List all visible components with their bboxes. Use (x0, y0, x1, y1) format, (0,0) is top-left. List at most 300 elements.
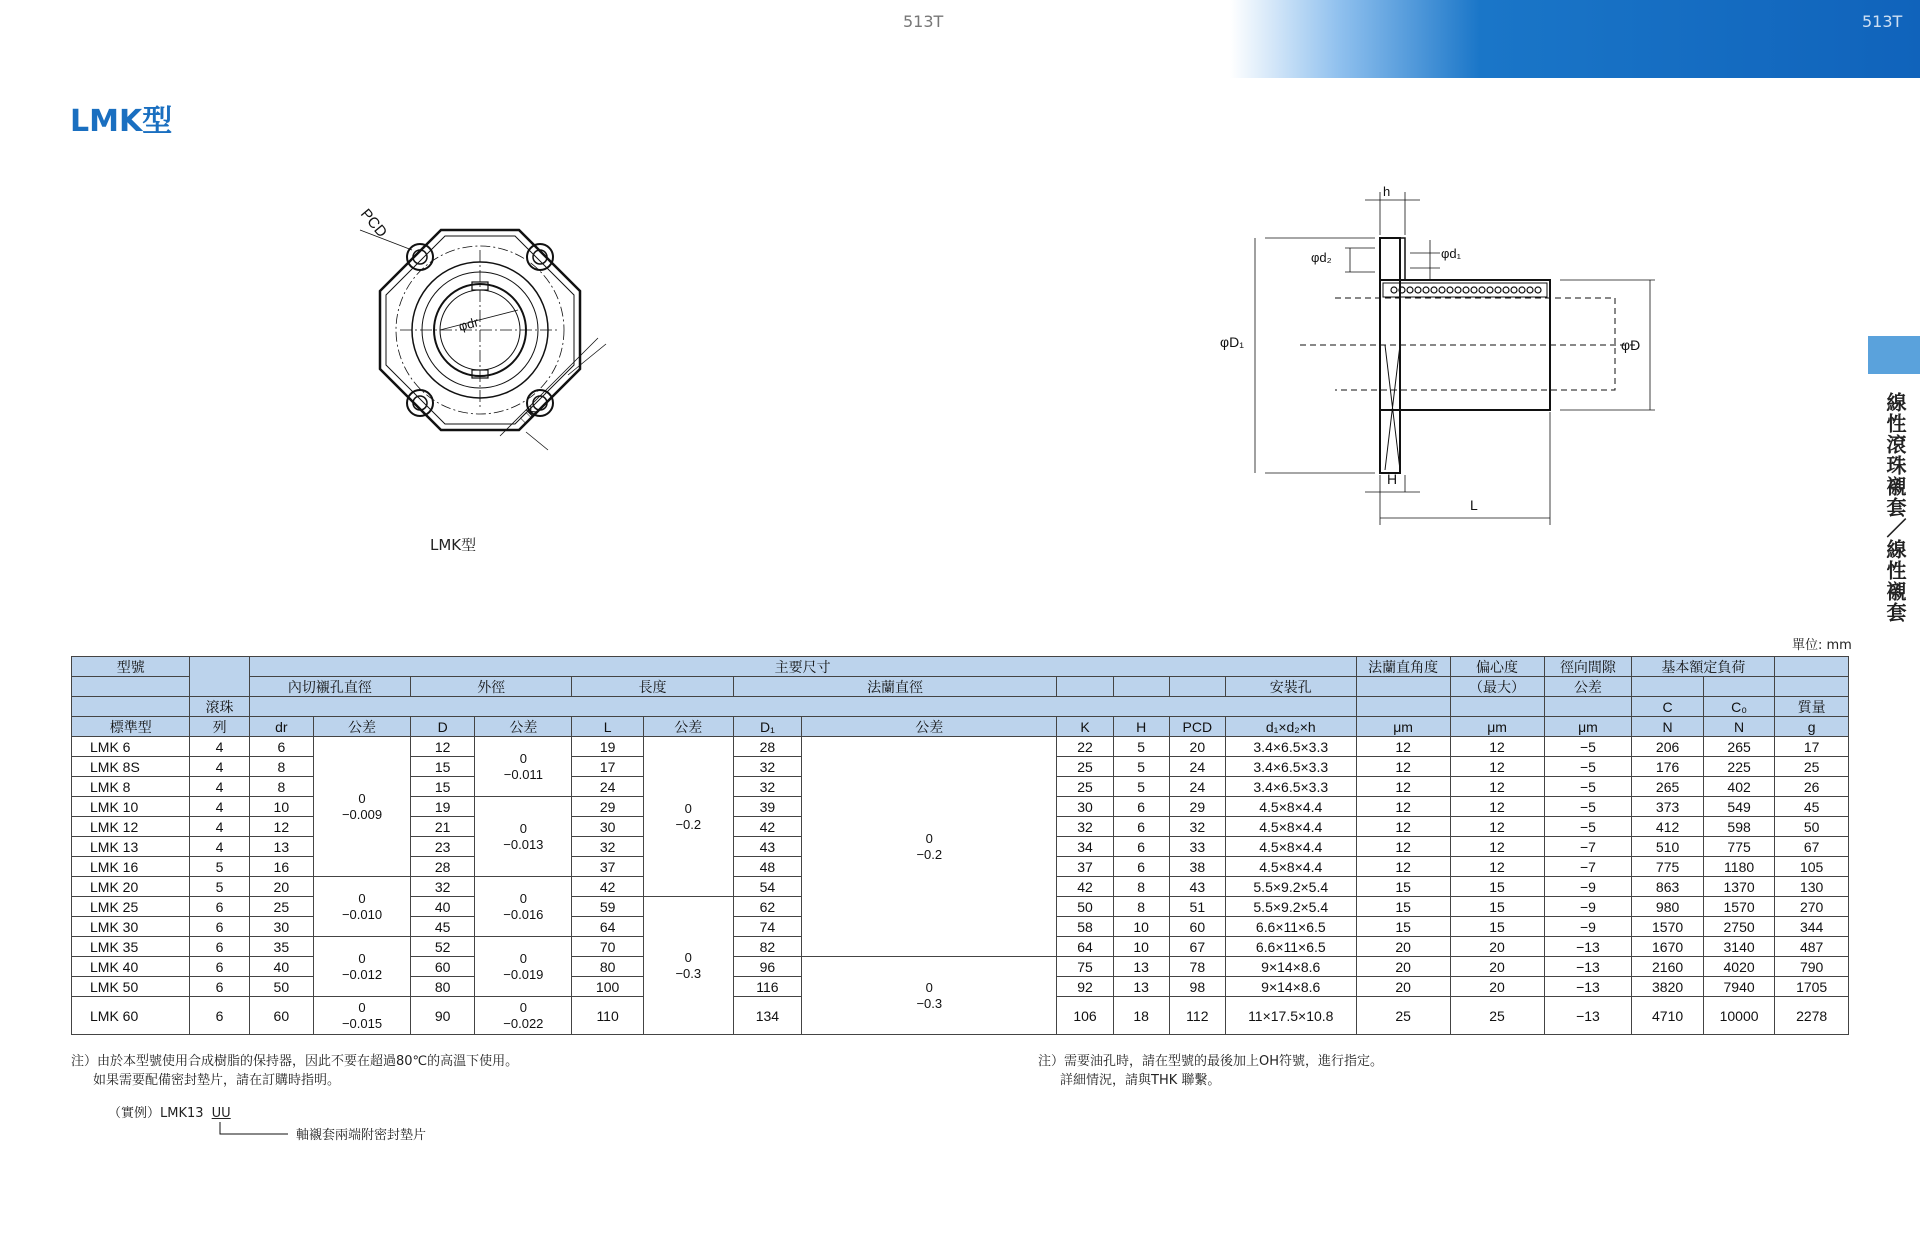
cell-dr: 50 (249, 977, 313, 997)
cell-mass: 130 (1775, 877, 1849, 897)
cell-D: 52 (411, 937, 475, 957)
cell-clear: −13 (1544, 997, 1632, 1035)
cell-clear: −5 (1544, 817, 1632, 837)
cell-perp: 20 (1356, 937, 1450, 957)
col-blank-14 (1450, 697, 1544, 717)
pcd-label: PCD (356, 205, 391, 241)
cell-C0: 7940 (1703, 977, 1774, 997)
cell-D1: 74 (733, 917, 801, 937)
cell-ecc: 12 (1450, 777, 1544, 797)
col-C: C (1632, 697, 1703, 717)
cell-L: 24 (572, 777, 643, 797)
cell-dr: 6 (249, 737, 313, 757)
example-suffix: UU (211, 1106, 231, 1121)
cell-dr: 12 (249, 817, 313, 837)
cell-balls: 6 (190, 917, 249, 937)
cell-dr: 25 (249, 897, 313, 917)
cell-PCD: 43 (1169, 877, 1225, 897)
cell-D: 23 (411, 837, 475, 857)
tol-value: 0 (358, 890, 366, 906)
cell-K: 42 (1057, 877, 1113, 897)
cell-ecc: 12 (1450, 837, 1544, 857)
cell-model: LMK 30 (72, 917, 190, 937)
tol-D-d (475, 937, 572, 997)
col-clear-unit: μm (1544, 717, 1632, 737)
L-label: L (1470, 497, 1478, 513)
cell-clear: −5 (1544, 797, 1632, 817)
cell-L: 64 (572, 917, 643, 937)
cell-C: 4710 (1632, 997, 1703, 1035)
cell-H: 6 (1113, 797, 1169, 817)
page-number-left: 513T (903, 12, 944, 31)
cell-C0: 775 (1703, 837, 1774, 857)
cell-C: 980 (1632, 897, 1703, 917)
k-label: □K (516, 402, 541, 427)
cell-D1: 32 (733, 777, 801, 797)
cell-K: 32 (1057, 817, 1113, 837)
cell-dr: 30 (249, 917, 313, 937)
cell-dr: 35 (249, 937, 313, 957)
cell-perp: 20 (1356, 977, 1450, 997)
cell-D1: 28 (733, 737, 801, 757)
cell-D1: 96 (733, 957, 801, 977)
cell-clear: −9 (1544, 877, 1632, 897)
cell-perp: 15 (1356, 917, 1450, 937)
tol-value: −0.3 (916, 995, 943, 1011)
cell-D1: 32 (733, 757, 801, 777)
col-blank-10 (1775, 677, 1849, 697)
dr-label: φdr (456, 314, 481, 334)
cell-H: 5 (1113, 757, 1169, 777)
cell-model: LMK 10 (72, 797, 190, 817)
col-blank-12 (249, 697, 1356, 717)
cell-hole: 4.5×8×4.4 (1225, 817, 1356, 837)
tol-dr-a (314, 737, 411, 877)
cell-D: 12 (411, 737, 475, 757)
tol-D-b (475, 797, 572, 877)
cell-balls: 5 (190, 877, 249, 897)
cell-L: 100 (572, 977, 643, 997)
cell-mass: 17 (1775, 737, 1849, 757)
cell-C: 265 (1632, 777, 1703, 797)
cell-perp: 12 (1356, 737, 1450, 757)
cell-K: 22 (1057, 737, 1113, 757)
col-blank-5 (1113, 677, 1169, 697)
cell-perp: 25 (1356, 997, 1450, 1035)
cell-balls: 6 (190, 957, 249, 977)
col-main: 主要尺寸 (249, 657, 1356, 677)
col-blank-15 (1544, 697, 1632, 717)
cell-dr: 40 (249, 957, 313, 977)
cell-balls: 4 (190, 797, 249, 817)
cell-hole: 9×14×8.6 (1225, 957, 1356, 977)
cell-C: 3820 (1632, 977, 1703, 997)
col-D1-tol: 公差 (802, 717, 1057, 737)
page-number-right: 513T (1862, 12, 1903, 31)
col-perp-unit: μm (1356, 717, 1450, 737)
cell-perp: 20 (1356, 957, 1450, 977)
col-length: 長度 (572, 677, 733, 697)
col-blank-9 (1703, 677, 1774, 697)
cell-L: 17 (572, 757, 643, 777)
cell-mass: 344 (1775, 917, 1849, 937)
cell-PCD: 29 (1169, 797, 1225, 817)
cell-model: LMK 50 (72, 977, 190, 997)
cell-D: 15 (411, 777, 475, 797)
example-desc: 軸襯套兩端附密封墊片 (296, 1128, 427, 1143)
cell-ecc: 15 (1450, 917, 1544, 937)
cell-balls: 6 (190, 897, 249, 917)
tol-value: −0.2 (916, 846, 943, 862)
note-left (71, 1052, 518, 1090)
cell-perp: 15 (1356, 897, 1450, 917)
cell-D: 19 (411, 797, 475, 817)
col-clear: 徑向間隙 (1544, 657, 1632, 677)
tol-L-b (643, 897, 733, 1035)
cell-clear: −7 (1544, 837, 1632, 857)
note-line: 注）需要油孔時，請在型號的最後加上OH符號，進行指定。 (1038, 1054, 1384, 1069)
col-H: H (1113, 717, 1169, 737)
col-clear2: 公差 (1544, 677, 1632, 697)
cell-mass: 50 (1775, 817, 1849, 837)
col-outer: 外徑 (411, 677, 572, 697)
cell-C: 863 (1632, 877, 1703, 897)
h-label: h (1383, 184, 1391, 199)
col-C0: C₀ (1703, 697, 1774, 717)
tol-value: 0 (684, 800, 692, 816)
col-D1: D₁ (733, 717, 801, 737)
col-K: K (1057, 717, 1113, 737)
cell-clear: −5 (1544, 757, 1632, 777)
cell-K: 58 (1057, 917, 1113, 937)
cell-L: 30 (572, 817, 643, 837)
tol-dr-c (314, 937, 411, 997)
tol-value: 0 (519, 950, 527, 966)
cell-PCD: 60 (1169, 917, 1225, 937)
cell-C0: 4020 (1703, 957, 1774, 977)
H-label: H (1387, 471, 1398, 487)
cell-D1: 42 (733, 817, 801, 837)
cell-C: 206 (1632, 737, 1703, 757)
cell-mass: 487 (1775, 937, 1849, 957)
col-L-tol: 公差 (643, 717, 733, 737)
col-C-unit: N (1632, 717, 1703, 737)
cell-C0: 3140 (1703, 937, 1774, 957)
tol-value: −0.009 (341, 806, 383, 822)
tol-value: −0.022 (503, 1015, 544, 1031)
cell-L: 59 (572, 897, 643, 917)
tol-value: −0.019 (503, 966, 544, 982)
cell-C0: 10000 (1703, 997, 1774, 1035)
tol-value: −0.2 (675, 816, 702, 832)
tol-dr-d (314, 997, 411, 1035)
cell-H: 10 (1113, 917, 1169, 937)
cell-L: 32 (572, 837, 643, 857)
cell-dr: 60 (249, 997, 313, 1035)
col-blank-3 (72, 677, 190, 697)
cell-C0: 265 (1703, 737, 1774, 757)
col-perp: 法蘭直角度 (1356, 657, 1450, 677)
cell-K: 25 (1057, 777, 1113, 797)
cell-clear: −5 (1544, 777, 1632, 797)
cell-perp: 12 (1356, 837, 1450, 857)
col-blank-13 (1356, 697, 1450, 717)
cell-C0: 2750 (1703, 917, 1774, 937)
cell-C: 373 (1632, 797, 1703, 817)
cell-dr: 16 (249, 857, 313, 877)
cell-model: LMK 8S (72, 757, 190, 777)
cell-hole: 6.6×11×6.5 (1225, 937, 1356, 957)
cell-model: LMK 35 (72, 937, 190, 957)
col-mass-unit: g (1775, 717, 1849, 737)
tol-value: −0.012 (341, 966, 383, 982)
tol-F-a (802, 737, 1057, 957)
col-mass: 質量 (1775, 697, 1849, 717)
cell-model: LMK 40 (72, 957, 190, 977)
cell-PCD: 38 (1169, 857, 1225, 877)
cell-PCD: 24 (1169, 757, 1225, 777)
cell-C0: 225 (1703, 757, 1774, 777)
cell-PCD: 98 (1169, 977, 1225, 997)
cell-balls: 4 (190, 837, 249, 857)
cell-H: 10 (1113, 937, 1169, 957)
cell-K: 30 (1057, 797, 1113, 817)
tol-value: 0 (519, 750, 527, 766)
col-dr: dr (249, 717, 313, 737)
D1-label: φD₁ (1220, 334, 1244, 350)
cell-D1: 62 (733, 897, 801, 917)
cell-balls: 4 (190, 817, 249, 837)
cell-model: LMK 25 (72, 897, 190, 917)
cell-hole: 3.4×6.5×3.3 (1225, 757, 1356, 777)
col-hole: d₁×d₂×h (1225, 717, 1356, 737)
cell-ecc: 12 (1450, 737, 1544, 757)
d1-label: φd₁ (1441, 246, 1462, 261)
cell-H: 5 (1113, 777, 1169, 797)
tol-D-a (475, 737, 572, 797)
tol-value: 0 (358, 950, 366, 966)
cell-C: 775 (1632, 857, 1703, 877)
cell-PCD: 33 (1169, 837, 1225, 857)
example-model: （實例）LMK13 (108, 1106, 204, 1121)
cell-mass: 45 (1775, 797, 1849, 817)
cell-model: LMK 12 (72, 817, 190, 837)
cell-D: 80 (411, 977, 475, 997)
cell-dr: 8 (249, 757, 313, 777)
cell-mass: 1705 (1775, 977, 1849, 997)
note-line: 如果需要配備密封墊片，請在訂購時指明。 (93, 1073, 341, 1088)
cell-dr: 8 (249, 777, 313, 797)
cell-ecc: 12 (1450, 817, 1544, 837)
cell-perp: 12 (1356, 757, 1450, 777)
side-view-drawing (1220, 180, 1665, 530)
cell-hole: 3.4×6.5×3.3 (1225, 737, 1356, 757)
cell-balls: 6 (190, 997, 249, 1035)
col-rows: 滾珠 (190, 697, 249, 717)
col-mount: 安裝孔 (1225, 677, 1356, 697)
cell-PCD: 78 (1169, 957, 1225, 977)
cell-H: 6 (1113, 857, 1169, 877)
cell-C: 2160 (1632, 957, 1703, 977)
cell-PCD: 112 (1169, 997, 1225, 1035)
cell-D: 32 (411, 877, 475, 897)
cell-ecc: 15 (1450, 897, 1544, 917)
cell-perp: 12 (1356, 817, 1450, 837)
cell-model: LMK 20 (72, 877, 190, 897)
cell-C0: 1180 (1703, 857, 1774, 877)
cell-C0: 402 (1703, 777, 1774, 797)
cell-C: 1670 (1632, 937, 1703, 957)
cell-L: 37 (572, 857, 643, 877)
tol-L-a (643, 737, 733, 897)
cell-D: 15 (411, 757, 475, 777)
cell-K: 34 (1057, 837, 1113, 857)
col-L: L (572, 717, 643, 737)
tol-value: −0.016 (503, 906, 544, 922)
cell-mass: 790 (1775, 957, 1849, 977)
col-inner: 內切襯孔直徑 (249, 677, 410, 697)
cell-K: 92 (1057, 977, 1113, 997)
cell-dr: 10 (249, 797, 313, 817)
cell-L: 70 (572, 937, 643, 957)
cell-ecc: 20 (1450, 977, 1544, 997)
cell-D1: 134 (733, 997, 801, 1035)
cell-C: 510 (1632, 837, 1703, 857)
tol-value: 0 (358, 999, 366, 1015)
cell-C0: 1370 (1703, 877, 1774, 897)
cell-D1: 39 (733, 797, 801, 817)
cell-C0: 549 (1703, 797, 1774, 817)
cell-D: 40 (411, 897, 475, 917)
cell-hole: 5.5×9.2×5.4 (1225, 877, 1356, 897)
col-rows2: 列 (190, 717, 249, 737)
col-blank-7 (1356, 677, 1450, 697)
cell-D: 45 (411, 917, 475, 937)
cell-model: LMK 6 (72, 737, 190, 757)
cell-L: 42 (572, 877, 643, 897)
cell-hole: 3.4×6.5×3.3 (1225, 777, 1356, 797)
d2-label: φd₂ (1311, 250, 1332, 265)
tol-D-e (475, 997, 572, 1035)
cell-H: 6 (1113, 837, 1169, 857)
front-view-caption: LMK型 (430, 536, 477, 554)
section-tab (1868, 336, 1920, 374)
cell-K: 37 (1057, 857, 1113, 877)
cell-H: 18 (1113, 997, 1169, 1035)
example-label (108, 1104, 231, 1123)
col-D: D (411, 717, 475, 737)
unit-label: 單位: mm (1792, 638, 1852, 653)
col-blank-2 (1775, 657, 1849, 677)
cell-dr: 20 (249, 877, 313, 897)
col-PCD: PCD (1169, 717, 1225, 737)
cell-hole: 6.6×11×6.5 (1225, 917, 1356, 937)
cell-perp: 12 (1356, 777, 1450, 797)
tol-value: 0 (519, 890, 527, 906)
cell-PCD: 20 (1169, 737, 1225, 757)
cell-ecc: 25 (1450, 997, 1544, 1035)
col-ecc: 偏心度 (1450, 657, 1544, 677)
cell-D1: 82 (733, 937, 801, 957)
cell-model: LMK 8 (72, 777, 190, 797)
cell-balls: 4 (190, 777, 249, 797)
cell-balls: 6 (190, 977, 249, 997)
example-leader (218, 1122, 290, 1142)
note-line: 詳細情況，請與THK 聯繫。 (1060, 1073, 1221, 1088)
cell-H: 13 (1113, 957, 1169, 977)
cell-ecc: 15 (1450, 877, 1544, 897)
tol-value: −0.015 (341, 1015, 383, 1031)
cell-clear: −13 (1544, 957, 1632, 977)
cell-mass: 2278 (1775, 997, 1849, 1035)
cell-D: 60 (411, 957, 475, 977)
cell-hole: 9×14×8.6 (1225, 977, 1356, 997)
col-std: 標準型 (72, 717, 190, 737)
cell-C0: 598 (1703, 817, 1774, 837)
col-dr-tol: 公差 (314, 717, 411, 737)
col-blank-11 (72, 697, 190, 717)
cell-clear: −13 (1544, 937, 1632, 957)
cell-K: 106 (1057, 997, 1113, 1035)
cell-L: 80 (572, 957, 643, 977)
header-band (1230, 0, 1920, 78)
cell-model: LMK 60 (72, 997, 190, 1035)
table-row (72, 737, 1849, 757)
tol-value: −0.011 (503, 766, 543, 782)
cell-H: 8 (1113, 897, 1169, 917)
note-right (1038, 1052, 1383, 1090)
cell-mass: 26 (1775, 777, 1849, 797)
header-row-1 (72, 657, 1849, 677)
cell-perp: 12 (1356, 797, 1450, 817)
cell-C0: 1570 (1703, 897, 1774, 917)
cell-K: 75 (1057, 957, 1113, 977)
cell-balls: 6 (190, 937, 249, 957)
tol-value: 0 (519, 820, 527, 836)
cell-H: 8 (1113, 877, 1169, 897)
cell-D: 21 (411, 817, 475, 837)
col-load: 基本額定負荷 (1632, 657, 1775, 677)
header-row-4 (72, 717, 1849, 737)
col-blank-4 (1057, 677, 1113, 697)
cell-hole: 11×17.5×10.8 (1225, 997, 1356, 1035)
cell-mass: 270 (1775, 897, 1849, 917)
cell-balls: 4 (190, 757, 249, 777)
cell-mass: 25 (1775, 757, 1849, 777)
col-C0-unit: N (1703, 717, 1774, 737)
cell-clear: −7 (1544, 857, 1632, 877)
tol-value: −0.010 (341, 906, 383, 922)
col-model: 型號 (72, 657, 190, 677)
section-label: 線性滾珠襯套／線性襯套 (1883, 392, 1907, 623)
cell-K: 50 (1057, 897, 1113, 917)
cell-H: 13 (1113, 977, 1169, 997)
cell-D1: 54 (733, 877, 801, 897)
cell-D: 28 (411, 857, 475, 877)
cell-D1: 48 (733, 857, 801, 877)
tol-value: 0 (925, 830, 933, 846)
col-flange: 法蘭直徑 (733, 677, 1057, 697)
cell-balls: 5 (190, 857, 249, 877)
cell-ecc: 12 (1450, 757, 1544, 777)
cell-hole: 4.5×8×4.4 (1225, 837, 1356, 857)
spec-table (71, 656, 1849, 1035)
cell-clear: −5 (1544, 737, 1632, 757)
cell-ecc: 20 (1450, 957, 1544, 977)
cell-clear: −9 (1544, 897, 1632, 917)
cell-perp: 15 (1356, 877, 1450, 897)
cell-PCD: 24 (1169, 777, 1225, 797)
